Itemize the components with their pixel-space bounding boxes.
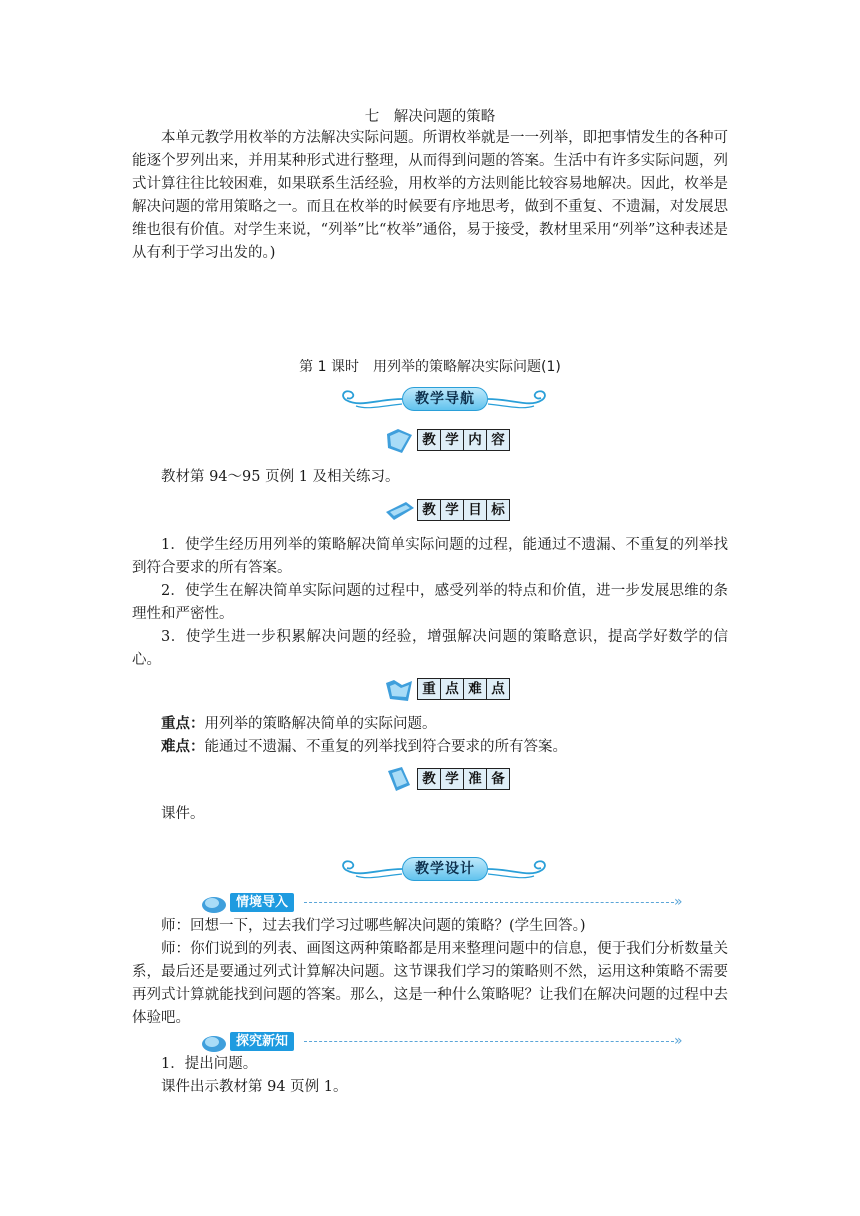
heading-char: 教: [418, 500, 441, 520]
heading-char: 学: [441, 769, 464, 789]
difficult-label: 难点：: [161, 739, 205, 755]
heading-char: 学: [441, 430, 464, 450]
situation-label: 情境导入: [230, 893, 294, 912]
content-heading-boxes: [417, 429, 510, 451]
folder-icon: [384, 675, 416, 705]
goal-item: 3．使学生进一步积累解决问题的经验，增强解决问题的策略意识，提高学好数学的信心。: [132, 629, 728, 668]
goals-heading-boxes: [417, 499, 510, 521]
heading-char: 准: [464, 769, 487, 789]
prep-text: 课件。: [161, 806, 205, 822]
double-chevron-icon: »: [674, 894, 683, 910]
situation-paragraph: 师：你们说到的列表、画图这两种策略都是用来整理问题中的信息，便于我们分析数量关系，最后还是要通过列式计算解决问题。这节课我们学习的策略则不然，运用这种策略不需要再列式计算就能找到问题的答案。那么，这是一种什么策略呢？让我们在解决问题的过程中去体验吧。: [132, 941, 728, 1026]
key-label: 重点：: [161, 716, 205, 732]
content-text: 教材第 94～95 页例 1 及相关练习。: [161, 469, 400, 485]
heading-char: 难: [464, 679, 487, 699]
explore-paragraph: 课件出示教材第 94 页例 1。: [161, 1079, 348, 1095]
pencil-icon: [384, 496, 416, 526]
cloud-icon: [200, 1030, 230, 1054]
cloud-icon: [200, 891, 230, 915]
design-banner: [338, 856, 550, 884]
heading-char: 容: [491, 432, 505, 448]
heading-char: 内: [464, 430, 487, 450]
heading-char: 点: [491, 681, 505, 697]
heading-char: 标: [491, 502, 505, 518]
book-icon: [384, 426, 416, 456]
dashed-divider: [304, 1041, 674, 1042]
heading-char: 教: [418, 430, 441, 450]
cards-icon: [384, 765, 416, 795]
nav-banner: [338, 386, 550, 414]
goal-item: 2．使学生在解决简单实际问题的过程中，感受列举的特点和价值，进一步发展思维的条理性和严密性。: [132, 583, 728, 622]
explore-heading: [200, 1030, 692, 1054]
heading-char: 学: [441, 500, 464, 520]
keypoints-heading-boxes: [417, 678, 510, 700]
lesson-title: 第 1 课时 用列举的策略解决实际问题(1): [299, 359, 561, 375]
goal-item: 1．使学生经历用列举的策略解决简单实际问题的过程，能通过不遗漏、不重复的列举找到符合要求的所有答案。: [132, 537, 728, 576]
heading-char: 目: [464, 500, 487, 520]
design-banner-label: 教学设计: [402, 857, 488, 881]
key-point: [132, 713, 728, 736]
key-text: 用列举的策略解决简单的实际问题。: [204, 716, 437, 732]
explore-paragraph: 1．提出问题。: [161, 1056, 258, 1072]
unit-title: 七 解决问题的策略: [364, 109, 496, 125]
difficult-point: [132, 736, 728, 759]
heading-char: 重: [418, 679, 441, 699]
heading-char: 点: [441, 679, 464, 699]
double-chevron-icon: »: [674, 1033, 683, 1049]
situation-heading: [200, 891, 692, 915]
heading-char: 备: [491, 771, 505, 787]
unit-intro: 本单元教学用枚举的方法解决实际问题。所谓枚举就是一一列举，即把事情发生的各种可能逐个罗列出来，并用某种形式进行整理，从而得到问题的答案。生活中有许多实际问题，列式计算往往比较困难，如果联系生活经验，用枚举的方法则能比较容易地解决。因此，枚举是解决问题的常用策略之一。而且在枚举的时候要有序地思考，做到不重复、不遗漏，对发展思维也很有价值。对学生来说，“列举”比“枚举”通俗，易于接受，教材里采用“列举”这种表述是从有利于学习出发的。): [132, 130, 728, 261]
heading-char: 教: [418, 769, 441, 789]
prep-heading-boxes: [417, 768, 510, 790]
situation-paragraph: 师：回想一下，过去我们学习过哪些解决问题的策略？(学生回答。): [161, 918, 586, 934]
dashed-divider: [304, 902, 674, 903]
nav-banner-label: 教学导航: [402, 387, 488, 411]
difficult-text: 能通过不遗漏、不重复的列举找到符合要求的所有答案。: [204, 739, 567, 755]
explore-label: 探究新知: [230, 1032, 294, 1051]
